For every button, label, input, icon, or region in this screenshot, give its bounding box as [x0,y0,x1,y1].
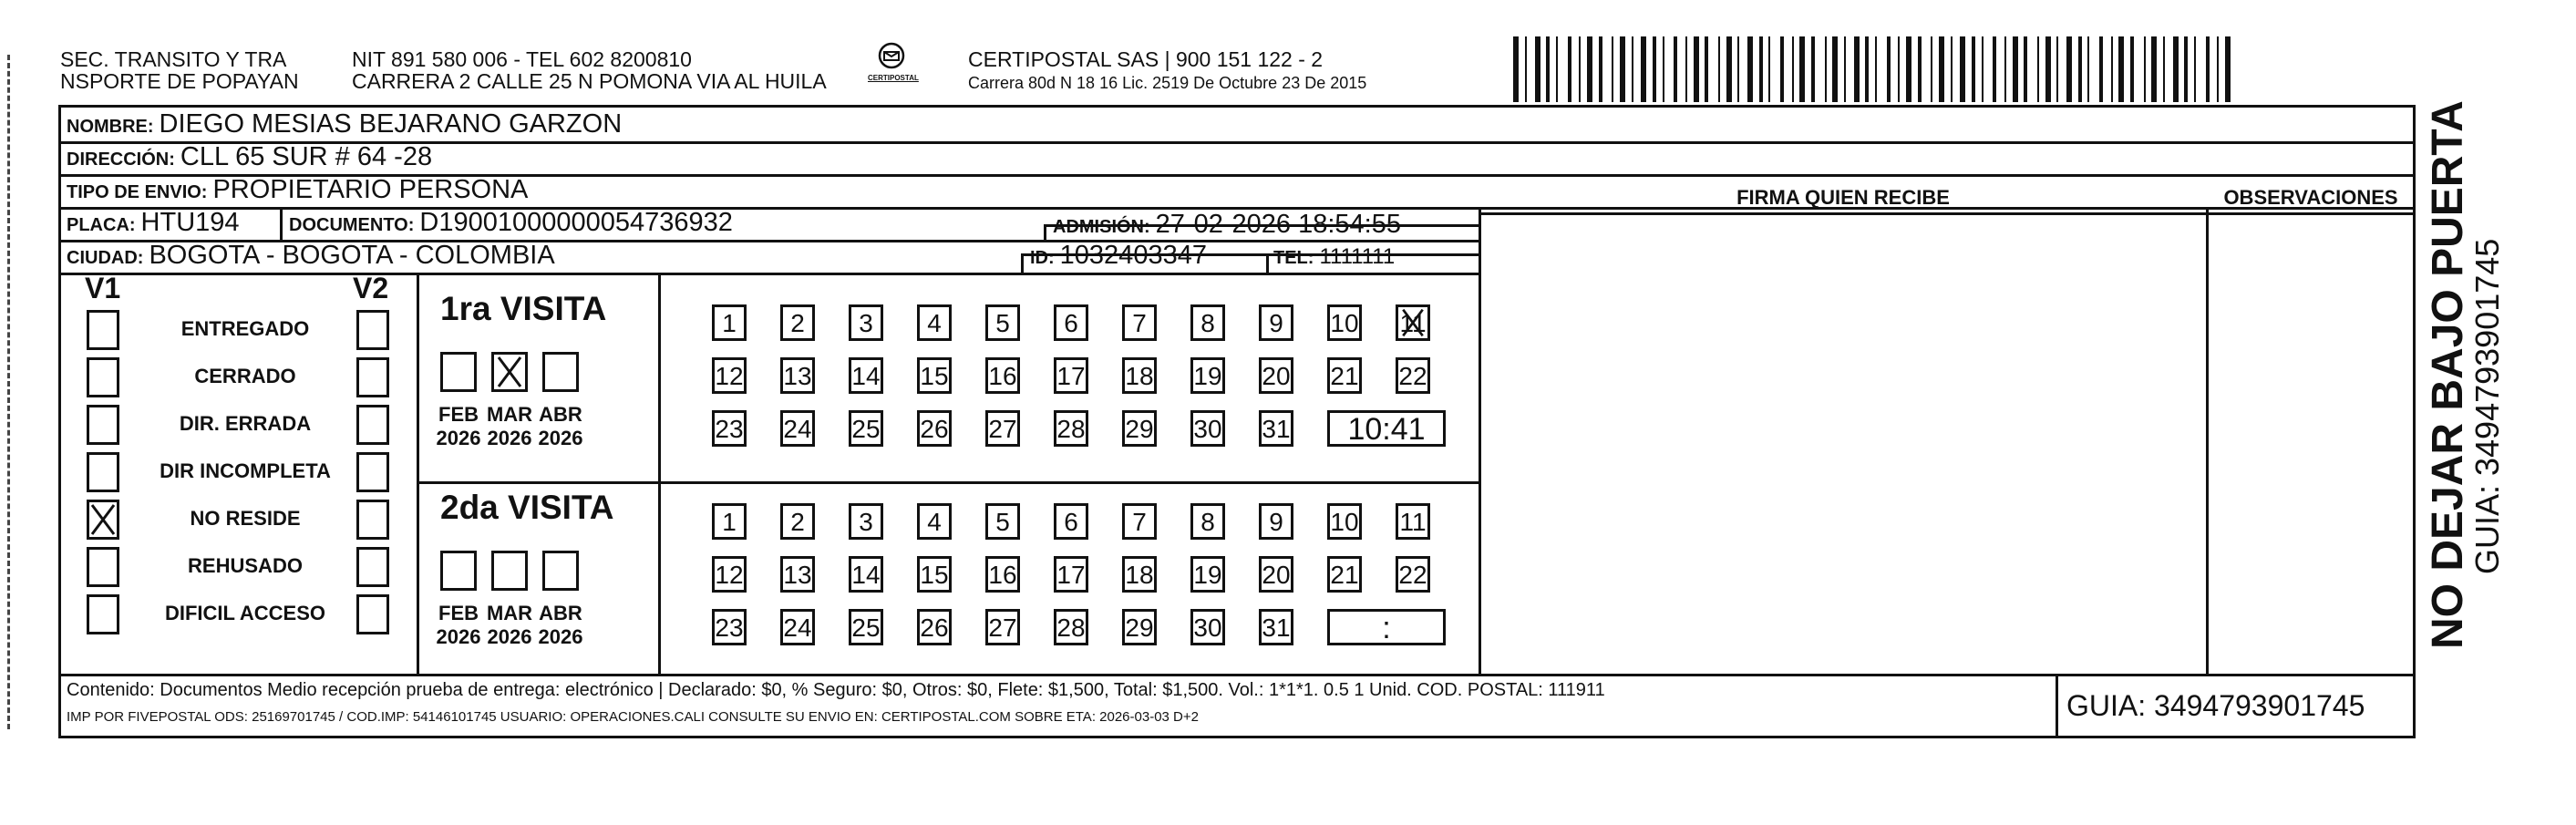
day-checkbox[interactable]: 13 [780,357,815,394]
v2-checkbox[interactable] [356,405,389,445]
day-checkbox[interactable]: 21 [1327,357,1362,394]
barcode-bar [1599,36,1602,102]
barcode-bar [1875,36,1877,102]
barcode-bar [1525,36,1527,102]
barcode-bar [1898,36,1900,102]
barcode-bar [1865,36,1869,102]
month-name: ABR [539,602,582,624]
tipo-envio-row [67,175,528,205]
logo-text: CERTIPOSTAL [868,74,919,82]
day-checkbox[interactable]: 25 [849,410,883,447]
day-checkbox[interactable]: 15 [917,357,952,394]
day-checkbox[interactable]: 27 [985,609,1020,645]
barcode-bar [1587,36,1592,102]
barcode-bar [2144,36,2146,102]
day-checkbox[interactable]: 2 [780,304,815,341]
barcode-bar [1535,36,1540,102]
footer-guia: GUIA: 3494793901745 [2066,689,2365,722]
barcode-bar [1960,36,1965,102]
day-checkbox[interactable]: 19 [1190,357,1225,394]
contenido-text: Contenido: Documentos Medio recepción prueba de entrega: electrónico | Declarado: $0, % Seguro: $0, Otros: $0, Flete: $1,500, Total: $1,500. Vol.: 1*1*1. 0.5 1 Unid. COD. POSTAL: 111911 [67,680,1605,700]
nombre-label: NOMBRE: [67,117,154,137]
barcode-bar [2151,36,2157,102]
day-checkbox[interactable]: 31 [1259,609,1293,645]
barcode-bar [1887,36,1891,102]
month-label [533,602,588,649]
observaciones-area[interactable] [2210,217,2411,671]
barcode-bar [1579,36,1581,102]
tipo-envio-label: TIPO DE ENVIO: [67,182,208,202]
day-checkbox[interactable]: 1 [712,304,747,341]
x-mark-icon [494,355,525,389]
direccion-value: CLL 65 SUR # 64 -28 [180,142,433,171]
direccion-row [67,142,432,172]
v1-checkbox[interactable] [87,452,119,492]
day-checkbox[interactable]: 8 [1190,503,1225,540]
day-checkbox[interactable]: 23 [712,609,747,645]
nombre-value: DIEGO MESIAS BEJARANO GARZON [159,109,623,139]
status-option-label: ENTREGADO [180,317,310,340]
barcode-bar [1674,36,1677,102]
barcode-bar [2225,36,2231,102]
barcode-bar [1982,36,1984,102]
day-checkbox[interactable]: 30 [1190,410,1225,447]
v2-checkbox[interactable] [356,452,389,492]
documento-field [289,208,733,238]
month-year: 2026 [436,625,481,648]
barcode-bar [2045,36,2051,102]
barcode-bar [2217,36,2219,102]
day-checkbox[interactable]: 11 [1396,503,1430,540]
x-mark-icon [89,502,117,537]
barcode-bar [2037,36,2039,102]
v2-checkbox[interactable] [356,357,389,397]
month-label [431,602,486,649]
placa-label: PLACA: [67,215,136,235]
day-checkbox[interactable]: 24 [780,410,815,447]
day-checkbox[interactable]: 28 [1054,609,1088,645]
month-checkbox[interactable] [440,352,477,392]
barcode-bar [1513,36,1519,102]
day-checkbox[interactable]: 16 [985,357,1020,394]
month-checkbox[interactable] [491,551,528,591]
barcode-bar [1632,36,1633,102]
v1-checkbox[interactable] [87,500,119,540]
barcode-bar [2066,36,2072,102]
side-guia: GUIA: 3494793901745 [2468,238,2506,574]
day-checkbox[interactable]: 29 [1122,410,1157,447]
barcode-bar [2173,36,2179,102]
month-label [482,403,537,450]
barcode-bar [1854,36,1860,102]
barcode-bar [1726,36,1732,102]
day-checkbox[interactable]: 12 [712,357,747,394]
barcode-bar [2111,36,2113,102]
v1-checkbox[interactable] [87,310,119,350]
barcode-bar [1737,36,1739,102]
month-name: MAR [486,602,533,624]
day-checkbox[interactable]: 5 [985,503,1020,540]
ciudad-value: BOGOTA - BOGOTA - COLOMBIA [149,241,555,270]
barcode-bar [2130,36,2134,102]
tel-label: TEL: [1273,248,1314,268]
status-option-label: CERRADO [194,365,296,387]
status-option-label: DIFICIL ACCESO [164,602,325,624]
barcode-bar [2118,36,2124,102]
id-field [1030,241,1207,271]
barcode-bar [1653,36,1656,102]
observaciones-header: OBSERVACIONES [2223,186,2398,209]
day-checkbox[interactable]: 20 [1259,556,1293,593]
placa-field [67,208,240,238]
barcode-bar [1918,36,1922,102]
month-label [482,602,537,649]
perforation-edge [7,55,23,729]
company-line: CERTIPOSTAL SAS | 900 151 122 - 2 [968,47,1324,71]
day-checkbox[interactable]: 11 [1396,304,1430,341]
day-checkbox[interactable]: 7 [1122,304,1157,341]
id-value: 1032403347 [1059,241,1207,270]
direccion-label: DIRECCIÓN: [67,150,175,170]
month-label [431,403,486,450]
day-checkbox[interactable]: 6 [1054,503,1088,540]
visit1-title: 1ra VISITA [440,290,607,327]
barcode-bar [1844,36,1846,102]
status-option-label: DIR. ERRADA [179,412,312,435]
barcode-bar [2163,36,2165,102]
day-checkbox[interactable]: 29 [1122,609,1157,645]
tipo-envio-value: PROPIETARIO PERSONA [212,175,529,204]
barcode-bar [1792,36,1794,102]
barcode-bar [1620,36,1625,102]
v1-checkbox[interactable] [87,405,119,445]
barcode-bar [1931,36,1932,102]
nit-line: NIT 891 580 006 - TEL 602 8200810 [352,47,692,71]
barcode-bar [1993,36,1996,102]
v1-checkbox[interactable] [87,357,119,397]
day-checkbox[interactable]: 10 [1327,304,1362,341]
imp-text: IMP POR FIVEPOSTAL ODS: 25169701745 / COD.IMP: 54146101745 USUARIO: OPERACIONES.CALI CONSULTE SU ENVIO EN: CERTIPOSTAL.COM SOBRE ETA: 2026-03-03 D+2 [67,709,1199,725]
day-checkbox[interactable]: 21 [1327,556,1362,593]
admision-field [1053,210,1401,240]
admision-value: 27-02-2026 18:54:55 [1155,210,1401,239]
barcode-bar [1780,36,1784,102]
tel-field [1273,244,1395,270]
firma-header: FIRMA QUIEN RECIBE [1736,186,1950,209]
month-year: 2026 [436,427,481,449]
day-checkbox[interactable]: 24 [780,609,815,645]
month-checkbox[interactable] [491,352,528,392]
day-checkbox[interactable]: 17 [1054,357,1088,394]
day-checkbox[interactable]: 30 [1190,609,1225,645]
day-checkbox[interactable]: 9 [1259,304,1293,341]
v2-checkbox[interactable] [356,547,389,587]
month-name: MAR [486,403,533,426]
day-checkbox[interactable]: 14 [849,556,883,593]
company-license: Carrera 80d N 18 16 Lic. 2519 De Octubre 23 De 2015 [968,74,1367,92]
v2-checkbox[interactable] [356,310,389,350]
day-checkbox[interactable]: 3 [849,304,883,341]
day-checkbox[interactable]: 26 [917,609,952,645]
v1-checkbox[interactable] [87,594,119,634]
day-checkbox[interactable]: 18 [1122,556,1157,593]
day-checkbox[interactable]: 7 [1122,503,1157,540]
placa-value: HTU194 [140,208,240,237]
barcode-bar [1568,36,1571,102]
status-option-label: DIR INCOMPLETA [160,459,331,482]
month-name: FEB [438,602,479,624]
v1-checkbox[interactable] [87,547,119,587]
x-mark-icon [1398,307,1427,338]
month-year: 2026 [538,427,583,449]
side-warning: NO DEJAR BAJO PUERTA [2424,100,2472,649]
day-checkbox[interactable]: 8 [1190,304,1225,341]
barcode-bar [1951,36,1953,102]
month-year: 2026 [487,427,532,449]
barcode-bar [1972,36,1975,102]
day-checkbox[interactable]: 25 [849,609,883,645]
certipostal-logo [868,42,919,83]
barcode-bar [2004,36,2006,102]
v2-checkbox[interactable] [356,500,389,540]
day-checkbox[interactable]: 6 [1054,304,1088,341]
day-checkbox[interactable]: 13 [780,556,815,593]
day-checkbox[interactable]: 19 [1190,556,1225,593]
tel-value: 1111111 [1319,244,1396,269]
barcode-bar [1825,36,1827,102]
day-checkbox[interactable]: 17 [1054,556,1088,593]
day-checkbox[interactable]: 27 [985,410,1020,447]
firma-signature-area[interactable] [1483,217,2203,671]
barcode-bar [1546,36,1550,102]
month-checkbox[interactable] [542,551,579,591]
barcode-bar [2087,36,2089,102]
ciudad-field [67,241,555,271]
day-checkbox[interactable]: 10 [1327,503,1362,540]
month-year: 2026 [538,625,583,648]
day-checkbox[interactable]: 22 [1396,556,1430,593]
day-checkbox[interactable]: 5 [985,304,1020,341]
day-checkbox[interactable]: 31 [1259,410,1293,447]
barcode-bar [1799,36,1805,102]
v2-header: V2 [353,272,389,304]
day-checkbox[interactable]: 14 [849,357,883,394]
barcode-bar [1906,36,1911,102]
barcode-bar [1939,36,1944,102]
day-checkbox[interactable]: 20 [1259,357,1293,394]
barcode-bar [1641,36,1646,102]
admision-label: ADMISIÓN: [1053,217,1150,237]
day-checkbox[interactable]: 18 [1122,357,1157,394]
barcode-bar [2184,36,2188,102]
barcode-bar [1832,36,1838,102]
v1-header: V1 [85,272,121,304]
barcode-bar [1612,36,1613,102]
day-checkbox[interactable]: 12 [712,556,747,593]
documento-value: D19001000000054736932 [419,208,733,237]
time-field[interactable]: 10:41 [1327,410,1446,447]
month-name: ABR [539,403,582,426]
day-checkbox[interactable]: 4 [917,503,952,540]
barcode-bar [2056,36,2058,102]
envelope-seal-icon [875,42,908,69]
day-checkbox[interactable]: 16 [985,556,1020,593]
delivery-form [58,105,2416,738]
address-line: CARRERA 2 CALLE 25 N POMONA VIA AL HUILA [352,69,827,93]
barcode-bar [2194,36,2196,102]
month-name: FEB [438,403,479,426]
barcode-bar [1747,36,1753,102]
id-label: ID: [1030,248,1055,268]
barcode-bar [2099,36,2103,102]
barcode-bar [1811,36,1815,102]
status-option-label: NO RESIDE [190,507,301,530]
barcode-bar [1685,36,1687,102]
tracking-barcode [1513,36,2233,102]
month-label [533,403,588,450]
barcode-bar [1556,36,1558,102]
month-year: 2026 [487,625,532,648]
barcode-bar [1718,36,1720,102]
barcode-bar [1768,36,1770,102]
day-checkbox[interactable]: 1 [712,503,747,540]
visit2-title: 2da VISITA [440,489,614,526]
day-checkbox[interactable]: 22 [1396,357,1430,394]
barcode-bar [2013,36,2018,102]
barcode-bar [2206,36,2210,102]
day-checkbox[interactable]: 23 [712,410,747,447]
day-checkbox[interactable]: 15 [917,556,952,593]
day-checkbox[interactable]: 26 [917,410,952,447]
barcode-bar [2024,36,2027,102]
agency-line2: NSPORTE DE POPAYAN [60,69,299,93]
barcode-bar [1759,36,1763,102]
status-option-label: REHUSADO [188,554,303,577]
day-checkbox[interactable]: 3 [849,503,883,540]
v2-checkbox[interactable] [356,594,389,634]
barcode-bar [2078,36,2082,102]
documento-label: DOCUMENTO: [289,215,415,235]
month-checkbox[interactable] [440,551,477,591]
nombre-row [67,109,622,139]
ciudad-label: CIUDAD: [67,248,144,268]
time-field[interactable]: : [1327,609,1446,645]
barcode-bar [1705,36,1708,102]
day-checkbox[interactable]: 2 [780,503,815,540]
barcode-bar [1694,36,1699,102]
day-checkbox[interactable]: 4 [917,304,952,341]
month-checkbox[interactable] [542,352,579,392]
day-checkbox[interactable]: 9 [1259,503,1293,540]
barcode-bar [1663,36,1664,102]
day-checkbox[interactable]: 28 [1054,410,1088,447]
agency-line1: SEC. TRANSITO Y TRA [60,47,287,71]
